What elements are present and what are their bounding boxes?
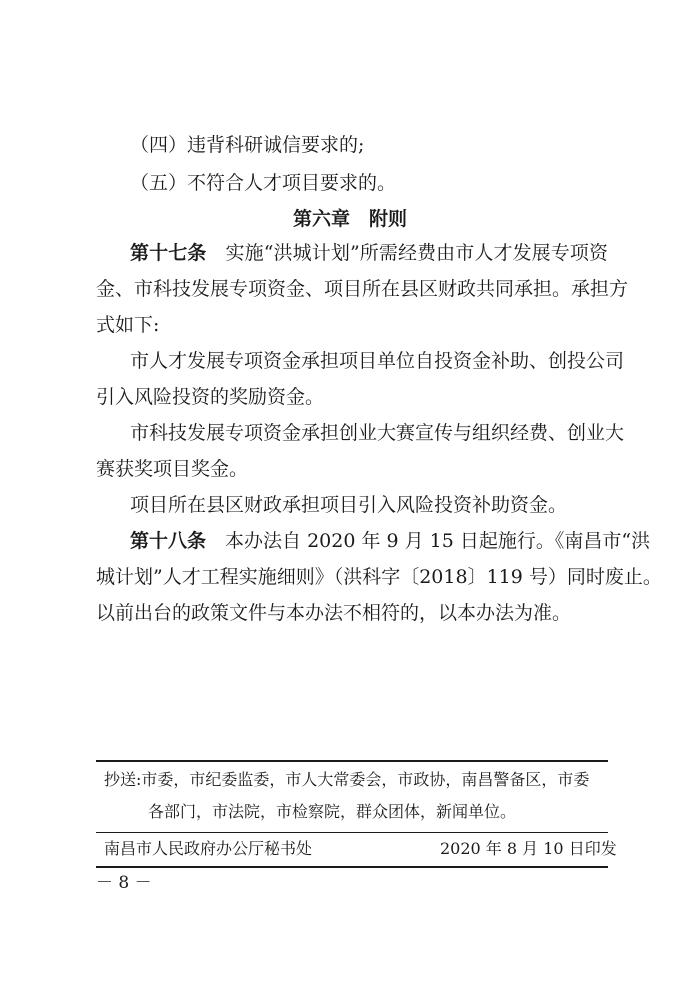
cc-recipients-2: 各部门，市法院，市检察院，群众团体，新闻单位。 — [148, 802, 517, 821]
chapter-title: 第六章 附则 — [292, 208, 407, 230]
article-17-label: 第十七条 — [130, 242, 207, 264]
clause-item-5: （五）不符合人才项目要求的。 — [130, 172, 397, 194]
article-18-text-1: 本办法自 2020 年 9 月 15 日起施行。《南昌市“洪 — [225, 530, 651, 552]
cc-line-1 — [104, 769, 589, 791]
para-talent-fund-line-1: 市人才发展专项资金承担项目单位自投资金补助、创投公司 — [130, 350, 625, 372]
clause-item-4: （四）违背科研诚信要求的; — [130, 134, 365, 156]
article-18-line-1 — [130, 528, 651, 554]
footer-top-rule — [96, 760, 608, 762]
article-18-label: 第十八条 — [130, 530, 207, 552]
article-18-line-3: 以前出台的政策文件与本办法不相符的，以本办法为准。 — [96, 602, 572, 624]
para-county-finance: 项目所在县区财政承担项目引入风险投资补助资金。 — [130, 494, 568, 516]
para-tech-fund-line-1: 市科技发展专项资金承担创业大赛宣传与组织经费、创业大 — [130, 422, 625, 444]
article-17-line-3: 式如下: — [96, 314, 160, 336]
article-17-text-1: 实施“洪城计划”所需经费由市人才发展专项资 — [225, 242, 608, 264]
article-17-line-2: 金、市科技发展专项资金、项目所在县区财政共同承担。承担方 — [96, 278, 629, 300]
footer-bottom-rule — [96, 866, 608, 868]
article-18-line-2: 城计划”人才工程实施细则》（洪科字〔2018〕119 号）同时废止。 — [96, 566, 662, 588]
para-talent-fund-line-2: 引入风险投资的奖励资金。 — [96, 386, 325, 408]
issuer: 南昌市人民政府办公厅秘书处 — [104, 839, 313, 858]
para-tech-fund-line-2: 赛获奖项目奖金。 — [96, 458, 249, 480]
cc-label: 抄送: — [104, 770, 142, 789]
page-number: － 8 － — [96, 873, 152, 893]
cc-recipients-1: 市委，市纪委监委，市人大常委会，市政协，南昌警备区，市委 — [141, 770, 590, 789]
issue-date: 2020 年 8 月 10 日印发 — [440, 839, 617, 858]
article-17-line-1 — [130, 240, 608, 266]
footer-middle-rule — [96, 832, 608, 833]
